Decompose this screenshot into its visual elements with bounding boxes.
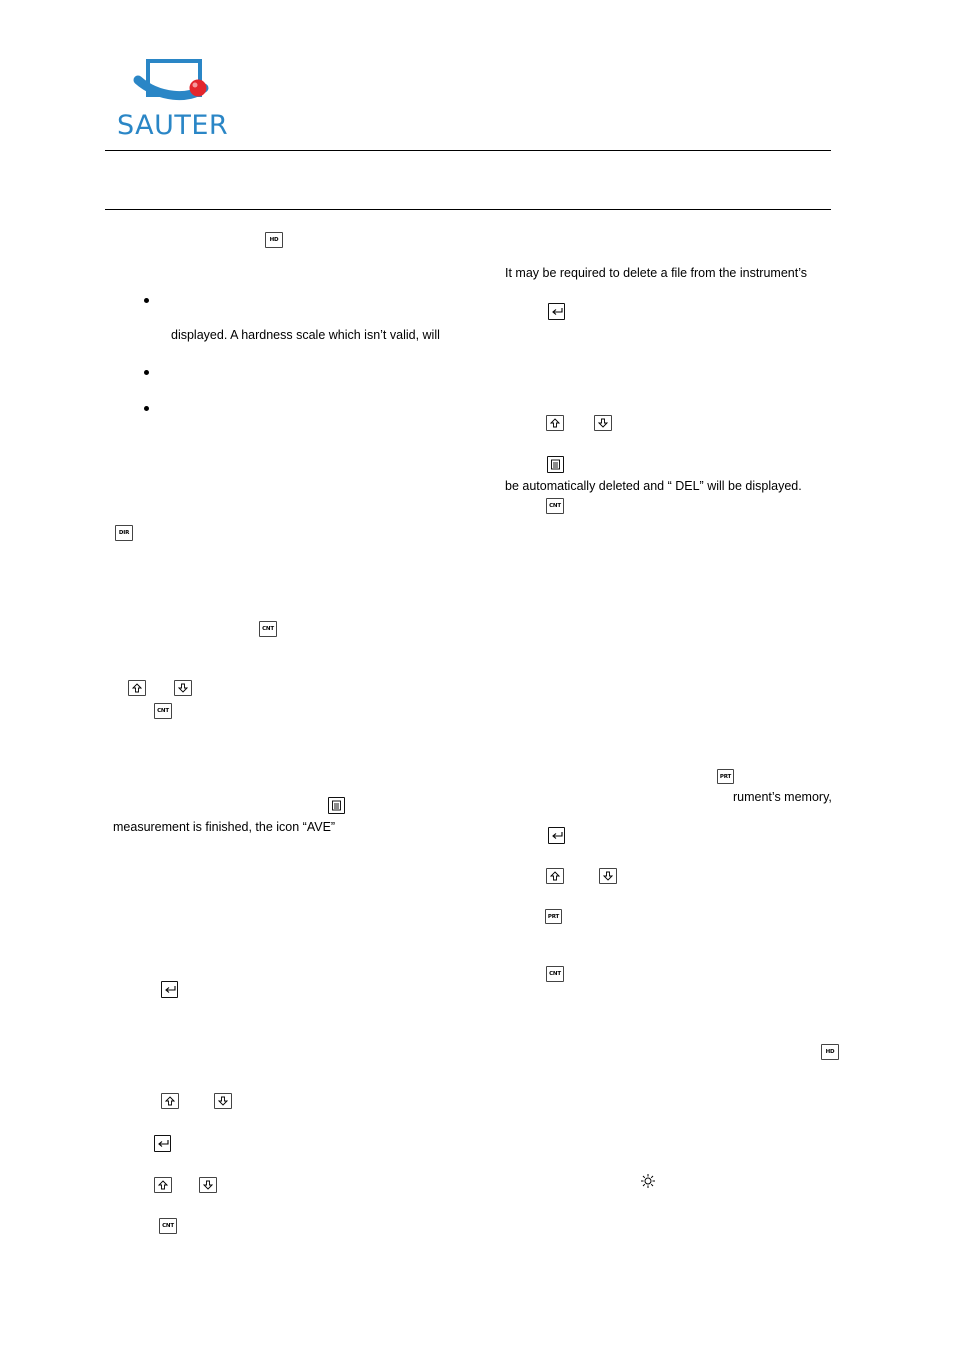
bullet	[144, 370, 149, 375]
enter-key-icon	[161, 981, 178, 998]
sauter-logo	[108, 58, 248, 148]
memory-key-icon	[547, 456, 564, 473]
brand-name: SAUTER	[117, 110, 229, 141]
down-key-icon	[599, 868, 617, 884]
bullet	[144, 406, 149, 411]
hd-key-icon: HD	[265, 232, 283, 248]
cnt-key-icon: CNT	[546, 966, 564, 982]
sauter-logo-mark	[108, 58, 248, 110]
down-key-icon	[214, 1093, 232, 1109]
memory-key-icon	[328, 797, 345, 814]
enter-key-icon	[548, 827, 565, 844]
left-text-line: measurement is finished, the icon “AVE”	[113, 820, 336, 834]
right-text-line: be automatically deleted and “ DEL” will be displayed.	[505, 479, 802, 493]
hd-key-icon: HD	[821, 1044, 839, 1060]
header-rule-top	[105, 150, 831, 151]
up-key-icon	[128, 680, 146, 696]
dir-key-icon: DIR	[115, 525, 133, 541]
up-key-icon	[546, 868, 564, 884]
prt-key-icon: PRT	[545, 909, 562, 924]
sun-icon	[640, 1173, 656, 1189]
down-key-icon	[199, 1177, 217, 1193]
enter-key-icon	[154, 1135, 171, 1152]
header-rule-bottom	[105, 209, 831, 210]
cnt-key-icon: CNT	[154, 703, 172, 719]
bullet	[144, 298, 149, 303]
left-text-line: displayed. A hardness scale which isn’t valid, will	[171, 328, 440, 342]
cnt-key-icon: CNT	[159, 1218, 177, 1234]
cnt-key-icon: CNT	[259, 621, 277, 637]
up-key-icon	[161, 1093, 179, 1109]
prt-key-icon: PRT	[717, 769, 734, 784]
down-key-icon	[594, 415, 612, 431]
enter-key-icon	[548, 303, 565, 320]
right-text-line: rument’s memory,	[733, 790, 832, 804]
right-text-line: It may be required to delete a file from the instrument’s	[505, 266, 808, 280]
cnt-key-icon: CNT	[546, 498, 564, 514]
up-key-icon	[546, 415, 564, 431]
up-key-icon	[154, 1177, 172, 1193]
down-key-icon	[174, 680, 192, 696]
